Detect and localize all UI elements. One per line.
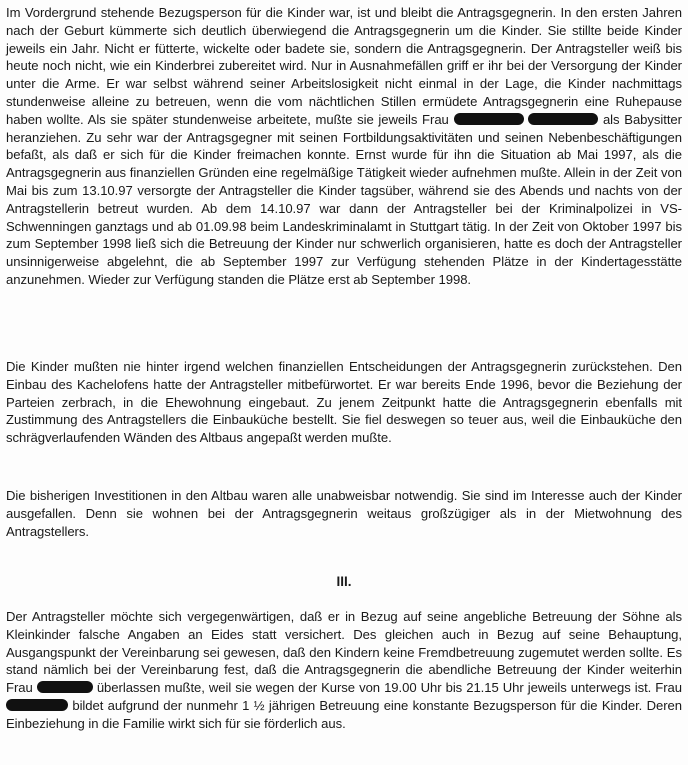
paragraph-1-text-a: Im Vordergrund stehende Bezugsperson für die Kinder war, ist und bleibt die Antragsgegnerin. In den ersten Jahren nach der Geburt kümmerte sich deutlich überwiegend die Antragsgegnerin um die Kinder. Sie stillte beide Kinder jeweils ein Jahr. Nicht er fütterte, wickelte oder badete sie, sondern die Antragsgegnerin. Der Antragsteller weiß bis heute noch nicht, wie ein Kinderbrei zubereitet wird. Nur in Ausnahmefällen griff er ihr bei der Versorgung der Kinder unter die Arme. Er war selbst während seiner Arbeitslosigkeit nicht einmal in der Lage, die Kinder nachmittags stundenweise alleine zu betreuen, wenn die vom nächtlichen Stillen ermüdete Antragsgegnerin eine Ruhepause haben wollte. Als sie später stundenweise arbeitete, mußte sie jeweils Frau	[6, 5, 682, 127]
redaction-mark	[37, 681, 93, 693]
redaction-mark	[528, 113, 598, 125]
paragraph-2: Die Kinder mußten nie hinter irgend welchen finanziellen Entscheidungen der Antragsgegnerin zurückstehen. Den Einbau des Kachelofens hatte der Antragsteller mitbefürwortet. Er war bereits Ende 1996, bevor die Beziehung der Parteien zerbrach, in die Ehewohnung eingebaut. Zu jenem Zeitpunkt hatte die Antragsgegnerin ebenfalls mit Zustimmung des Antragstellers die Einbauküche bestellt. Sie fiel deswegen so teuer aus, weil die Einbauküche den schrägverlaufenden Wänden des Altbaus angepaßt werden mußte.	[6, 359, 682, 446]
paragraph-1-text-b: als Babysitter heranziehen. Zu sehr war der Antragsgegner mit seinen Fortbildungsaktivitäten und seinen Nebenbeschäftigungen befaßt, als daß er sich für die Kinder freimachen konnte. Ernst wurde für ihn die Situation ab Mai 1997, als die Antragsgegnerin aus finanziellen Gründen eine regelmäßige Tätigkeit wieder aufnehmen mußte. Allein in der Zeit von Mai bis zum 13.10.97 versorgte der Antragsteller die Kinder tagsüber, während sie des Abends und nachts von der Antragstellerin betreut wurden. Ab dem 14.10.97 war dann der Antragsteller bei der Kriminalpolizei in VS-Schwenningen ganztags und ab 01.09.98 beim Landeskriminalamt in Stuttgart tätig. In der Zeit von Oktober 1997 bis zum September 1998 ließ sich die Betreuung der Kinder nur schwerlich organisieren, hatte es doch der Antragsteller unsinnigerweise abgelehnt, die ab September 1997 zur Verfügung stehenden Plätze in der Kindertagesstätte anzunehmen. Wieder zur Verfügung standen die Plätze erst ab September 1998.	[6, 111, 682, 287]
section-number: III.	[336, 574, 352, 589]
redaction-mark	[6, 699, 68, 711]
paragraph-3: Die bisherigen Investitionen in den Altbau waren alle unabweisbar notwendig. Sie sind im Interesse auch der Kinder ausgefallen. Denn sie wohnen bei der Antragsgegnerin weitaus großzügiger als in der Mietwohnung des Antragstellers.	[6, 488, 682, 539]
paragraph-4-text-b: überlassen mußte, weil sie wegen der Kurse von 19.00 Uhr bis 21.15 Uhr jeweils unterwegs ist. Frau	[96, 680, 683, 696]
paragraph-4	[6, 608, 682, 733]
paragraph-4-text-a: Der Antragsteller möchte sich vergegenwärtigen, daß er in Bezug auf seine angebliche Betreuung der Söhne als Kleinkinder falsche Angaben an Eides statt versichert. Des gleichen auch in Bezug auf seine Behauptung, Ausgangspunkt der Vereinbarung sei gewesen, daß den Kindern keine Fremdbetreuung zugemutet werden sollte. Es stand nämlich bei der Vereinbarung fest, daß die Antragsgegnerin die abendliche Betreuung der Kinder weiterhin Frau	[6, 609, 682, 696]
redaction-mark	[454, 113, 524, 125]
paragraph-4-text-c: bildet aufgrund der nunmehr 1 ½ jährigen Betreuung eine konstante Bezugsperson für die Kinder. Deren Einbeziehung in die Familie wirkt sich für sie förderlich aus.	[6, 697, 682, 731]
paragraph-1	[6, 4, 682, 289]
